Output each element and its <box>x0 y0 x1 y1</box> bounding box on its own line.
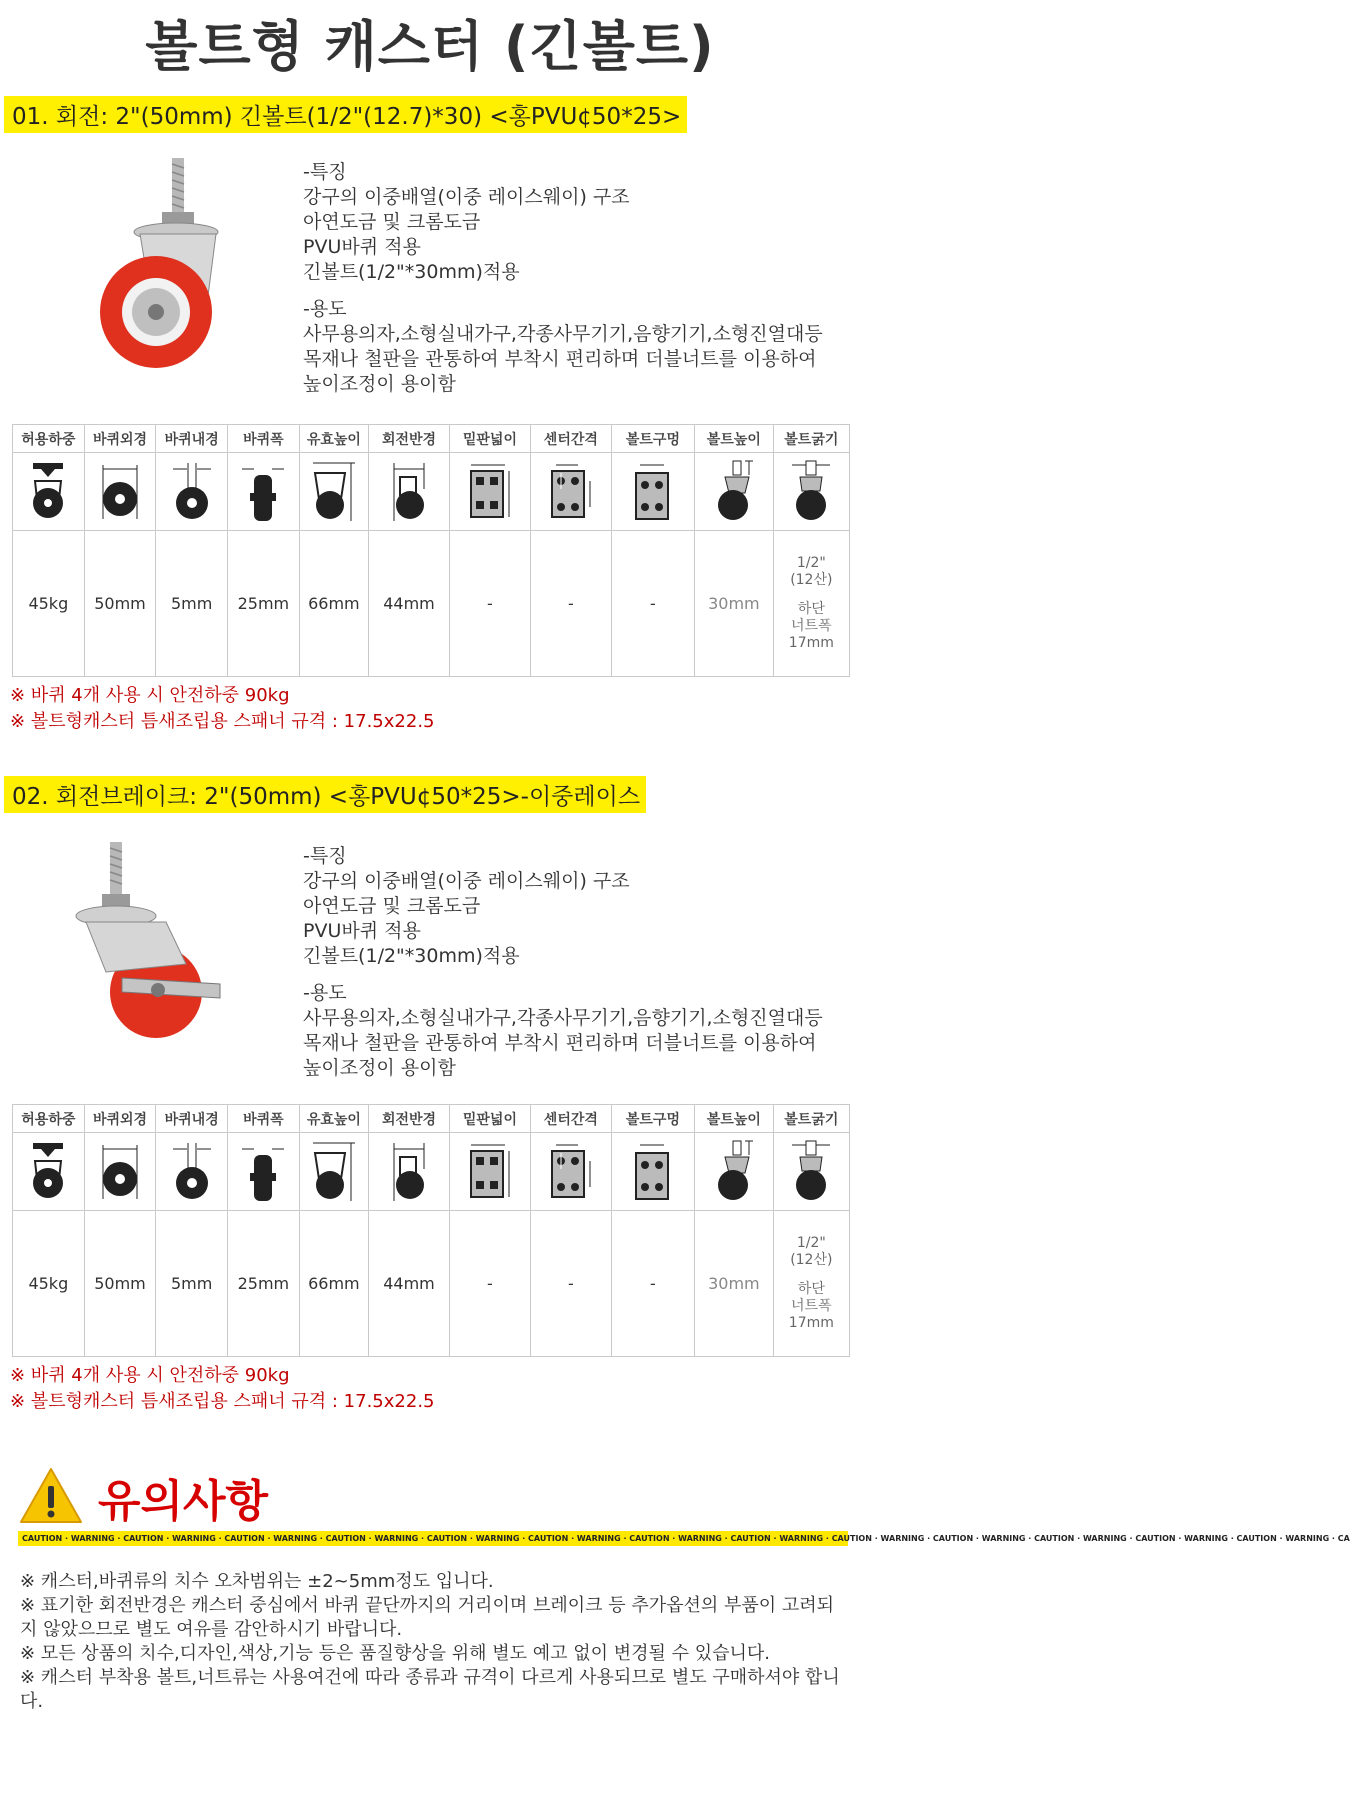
spec-value: 30mm <box>695 531 774 677</box>
wheel-inner-diameter-icon <box>156 1133 228 1211</box>
note-item: ※ 바퀴 4개 사용 시 안전하중 90kg <box>10 685 290 706</box>
bolt-size-line: (12산) <box>790 1252 833 1268</box>
center-spacing-icon <box>530 1133 611 1211</box>
spec-header: 센터간격 <box>530 1105 611 1133</box>
feature-item: 강구의 이중배열(이중 레이스웨이) 구조 <box>303 186 630 208</box>
spec-value: - <box>611 1211 694 1357</box>
load-icon <box>13 1133 85 1211</box>
spec-value: 66mm <box>299 531 368 677</box>
plate-size-icon <box>449 453 530 531</box>
spec-value: 45kg <box>13 1211 85 1357</box>
spec-header: 볼트높이 <box>695 425 774 453</box>
features-block-1 <box>303 160 823 397</box>
uses-title: -용도 <box>303 982 347 1004</box>
features-block-2 <box>303 844 823 1081</box>
use-item: 높이조정이 용이함 <box>303 1057 456 1079</box>
spec-table-1 <box>12 424 850 677</box>
warning-icon <box>18 1466 84 1526</box>
features-title: -특징 <box>303 845 347 867</box>
spec-header: 볼트굵기 <box>773 1105 849 1133</box>
page-title: 볼트형 캐스터 (긴볼트) <box>145 15 715 78</box>
use-item: 높이조정이 용이함 <box>303 373 456 395</box>
wheel-outer-diameter-icon <box>84 453 156 531</box>
spec-header: 바퀴외경 <box>84 1105 156 1133</box>
spec-header: 볼트구멍 <box>611 425 694 453</box>
caution-item: ※ 모든 상품의 치수,디자인,색상,기능 등은 품질향상을 위해 별도 예고 없이 변경될 수 있습니다. <box>20 1643 770 1664</box>
spec-value: - <box>611 531 694 677</box>
spec-value: - <box>530 531 611 677</box>
features-title: -특징 <box>303 161 347 183</box>
spec-value: - <box>530 1211 611 1357</box>
uses-title: -용도 <box>303 298 347 320</box>
feature-item: 긴볼트(1/2"*30mm)적용 <box>303 945 520 967</box>
notes-2 <box>10 1363 435 1415</box>
spec-header: 유효높이 <box>299 425 368 453</box>
spec-header: 바퀴폭 <box>228 425 300 453</box>
spec-value: 50mm <box>84 1211 156 1357</box>
spec-header: 바퀴외경 <box>84 425 156 453</box>
spec-header: 허용하중 <box>13 1105 85 1133</box>
wheel-outer-diameter-icon <box>84 1133 156 1211</box>
bolt-size-value <box>773 531 849 677</box>
spec-header: 바퀴내경 <box>156 425 228 453</box>
caution-strip: CAUTION · WARNING · CAUTION · WARNING · CAUTION · WARNING · CAUTION · WARNING · CAUTION · WARNING · CAUTION · WARNING · CAUTION · WARNING · CAUTION · WARNING · CAUTION · WARNING · CAUTION · WARNING · CAUTION · WARNING · CAUTION · WARNING · CAUTION · WARNING · CA <box>18 1531 848 1546</box>
bolt-size-line: 1/2" <box>796 1235 826 1251</box>
plate-size-icon <box>449 1133 530 1211</box>
spec-value: 30mm <box>695 1211 774 1357</box>
use-item: 사무용의자,소형실내가구,각종사무기기,음향기기,소형진열대등 <box>303 1007 823 1029</box>
feature-item: 아연도금 및 크롬도금 <box>303 211 481 233</box>
effective-height-icon <box>299 453 368 531</box>
bolt-thickness-icon <box>773 453 849 531</box>
wheel-width-icon <box>228 453 300 531</box>
spec-header: 밑판넓이 <box>449 425 530 453</box>
bolt-height-icon <box>695 1133 774 1211</box>
spec-header: 회전반경 <box>369 1105 450 1133</box>
caution-item: ※ 캐스터,바퀴류의 치수 오차범위는 ±2~5mm정도 입니다. <box>20 1571 494 1592</box>
bolt-height-icon <box>695 453 774 531</box>
spec-value: 66mm <box>299 1211 368 1357</box>
spec-table-2 <box>12 1104 850 1357</box>
spec-value: - <box>449 1211 530 1357</box>
note-item: ※ 볼트형캐스터 틈새조립용 스패너 규격 : 17.5x22.5 <box>10 711 435 732</box>
swivel-radius-icon <box>369 453 450 531</box>
caution-title: 유의사항 <box>98 1476 269 1527</box>
feature-item: PVU바퀴 적용 <box>303 920 421 942</box>
wheel-inner-diameter-icon <box>156 453 228 531</box>
wheel-width-icon <box>228 1133 300 1211</box>
brake-caster-image <box>76 840 236 1055</box>
feature-item: 긴볼트(1/2"*30mm)적용 <box>303 261 520 283</box>
product-heading-text: 01. 회전: 2"(50mm) 긴볼트(1/2"(12.7)*30) <홍PVU¢50*25> <box>4 96 687 133</box>
feature-item: 아연도금 및 크롬도금 <box>303 895 481 917</box>
spec-value: 50mm <box>84 531 156 677</box>
bolt-thickness-icon <box>773 1133 849 1211</box>
caution-item: ※ 표기한 회전반경은 캐스터 중심에서 바퀴 끝단까지의 거리이며 브레이크 등 추가옵션의 부품이 고려되지 않았으므로 별도 여유를 감안하시기 바랍니다. <box>20 1595 835 1640</box>
spec-header: 회전반경 <box>369 425 450 453</box>
spec-header: 바퀴내경 <box>156 1105 228 1133</box>
effective-height-icon <box>299 1133 368 1211</box>
use-item: 목재나 철판을 관통하여 부착시 편리하며 더블너트를 이용하여 <box>303 1032 817 1054</box>
bolt-size-line: 1/2" <box>796 555 826 571</box>
spec-value: 25mm <box>228 1211 300 1357</box>
product-heading-text: 02. 회전브레이크: 2"(50mm) <홍PVU¢50*25>-이중레이스 <box>4 776 646 813</box>
spec-value: 45kg <box>13 531 85 677</box>
spec-header: 바퀴폭 <box>228 1105 300 1133</box>
spec-header: 볼트굵기 <box>773 425 849 453</box>
note-item: ※ 볼트형캐스터 틈새조립용 스패너 규격 : 17.5x22.5 <box>10 1391 435 1412</box>
bolt-size-line: 하단 <box>797 601 825 617</box>
use-item: 사무용의자,소형실내가구,각종사무기기,음향기기,소형진열대등 <box>303 323 823 345</box>
caution-list <box>20 1570 840 1714</box>
bolt-size-line: (12산) <box>790 572 833 588</box>
notes-1 <box>10 683 435 735</box>
spec-value: - <box>449 531 530 677</box>
product-heading-2 <box>0 776 860 813</box>
feature-item: PVU바퀴 적용 <box>303 236 421 258</box>
spec-value: 5mm <box>156 531 228 677</box>
bolt-hole-icon <box>611 1133 694 1211</box>
product-heading-1 <box>0 96 860 133</box>
spec-header: 밑판넓이 <box>449 1105 530 1133</box>
load-icon <box>13 453 85 531</box>
bolt-size-line: 너트폭 <box>791 1298 832 1314</box>
spec-value: 5mm <box>156 1211 228 1357</box>
note-item: ※ 바퀴 4개 사용 시 안전하중 90kg <box>10 1365 290 1386</box>
spec-header: 허용하중 <box>13 425 85 453</box>
center-spacing-icon <box>530 453 611 531</box>
bolt-hole-icon <box>611 453 694 531</box>
bolt-size-line: 17mm <box>788 635 834 651</box>
caution-item: ※ 캐스터 부착용 볼트,너트류는 사용여건에 따라 종류과 규격이 다르게 사용되므로 별도 구매하셔야 합니다. <box>20 1667 840 1712</box>
feature-item: 강구의 이중배열(이중 레이스웨이) 구조 <box>303 870 630 892</box>
spec-value: 44mm <box>369 1211 450 1357</box>
bolt-size-line: 너트폭 <box>791 618 832 634</box>
spec-header: 볼트높이 <box>695 1105 774 1133</box>
spec-header: 볼트구멍 <box>611 1105 694 1133</box>
bolt-size-value <box>773 1211 849 1357</box>
swivel-caster-image <box>76 156 236 371</box>
spec-value: 25mm <box>228 531 300 677</box>
swivel-radius-icon <box>369 1133 450 1211</box>
spec-header: 센터간격 <box>530 425 611 453</box>
use-item: 목재나 철판을 관통하여 부착시 편리하며 더블너트를 이용하여 <box>303 348 817 370</box>
bolt-size-line: 하단 <box>797 1281 825 1297</box>
bolt-size-line: 17mm <box>788 1315 834 1331</box>
spec-value: 44mm <box>369 531 450 677</box>
spec-header: 유효높이 <box>299 1105 368 1133</box>
